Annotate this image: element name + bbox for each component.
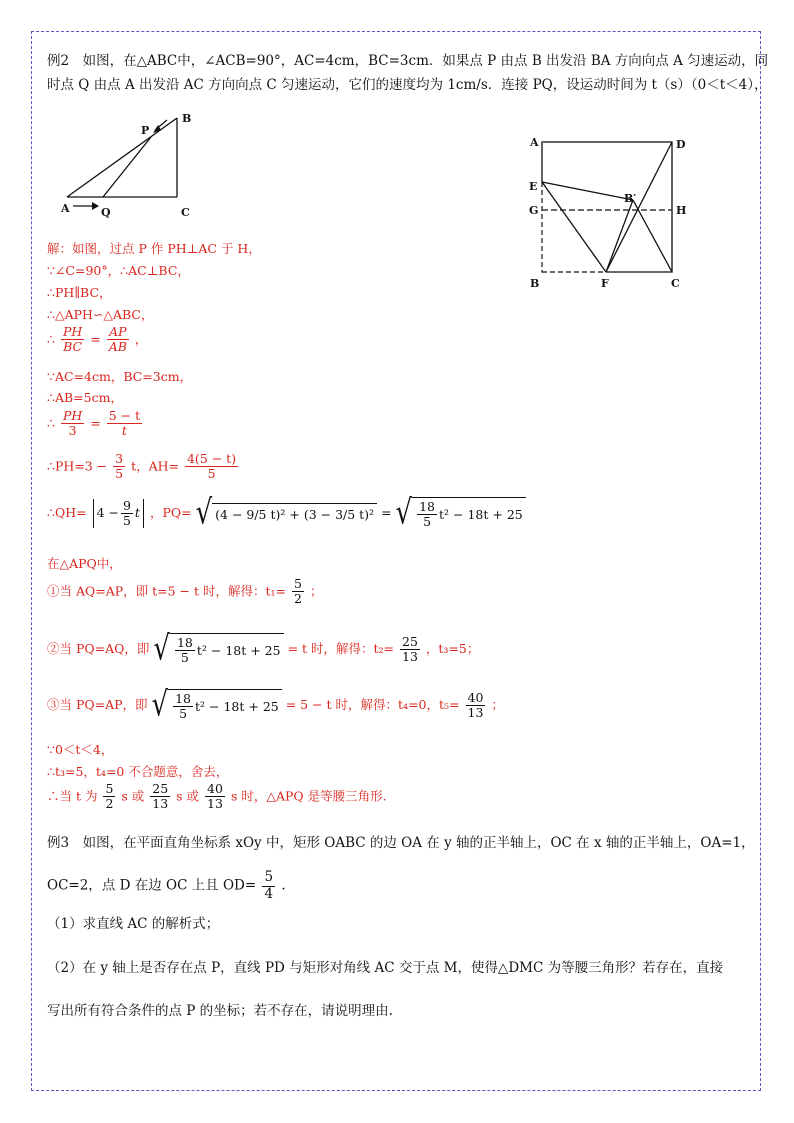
case3: ③当 PQ=AP，即 √ $\frac{18}{5}$ t² − 18t + 25 = 5 − t 时，解得：t₄=0，t₅= $\frac{40}{13}$ ； <box>47 685 504 725</box>
label-C: C <box>181 206 190 219</box>
label-H2: H <box>676 204 687 217</box>
example2-line2: 时点 Q 由点 A 出发沿 AC 方向向点 C 匀速运动，它们的速度均为 1cm/s．连接 PQ，设运动时间为 t（s）（0＜t＜4）， <box>47 77 768 93</box>
label-Q: Q <box>101 206 111 219</box>
solution-line10: ∴QH= 4 − $\frac{9}{5}$ t ，PQ= √ (4 − 9/5 t)² + (3 − 3/5 t)² = √ $\frac{18}{5}$ t² − 18t + 25 <box>47 497 526 530</box>
label-F2: F <box>601 277 609 290</box>
case1: ①当 AQ=AP，即 t=5 − t 时，解得：t₁= $\frac{5}{2}$ ； <box>47 576 323 607</box>
solution-line11: 在△APQ中， <box>47 556 122 571</box>
solution-line2: ∵∠C=90°，∴AC⊥BC， <box>47 263 190 278</box>
label-Bprime2: B′ <box>624 192 637 205</box>
label-B: B <box>182 112 192 125</box>
solution-line5: ∴ $\frac{PH}{BC}$ = $\frac{AP}{AB}$ ， <box>47 324 148 355</box>
case2: ②当 PQ=AQ，即 √ $\frac{18}{5}$ t² − 18t + 25 = t 时，解得：t₂= $\frac{25}{13}$ ，t₃=5； <box>47 629 480 669</box>
solution-line9: ∴PH=3 − $\frac{3}{5}$ t，AH= $\frac{4(5 - t)}{5}$ <box>47 451 237 482</box>
solution-line4: ∴△APH∽△ABC， <box>47 307 154 322</box>
example3-line1: 例3 如图，在平面直角坐标系 xOy 中，矩形 OABC 的边 OA 在 y 轴的正半轴上，OC 在 x 轴的正半轴上，OA=1， <box>47 835 755 851</box>
example3-question2: （2）在 y 轴上是否存在点 P，直线 PD 与矩形对角线 AC 交于点 M，使得△DMC 为等腰三角形？若存在，直接 <box>47 960 724 976</box>
discard-line: ∴t₃=5，t₄=0 不合题意，舍去， <box>47 764 229 779</box>
solution-line8: ∴ $\frac{PH}{3}$ = $\frac{5 - t}{t}$ <box>47 408 141 439</box>
example3-line2: OC=2，点 D 在边 OC 上且 OD= $\frac{5}{4}$ . <box>47 869 286 902</box>
label-C2: C <box>671 277 680 290</box>
square-fold-figure <box>525 130 695 295</box>
label-G2: G <box>529 204 539 217</box>
label-B2: B <box>530 277 540 290</box>
triangle-figure <box>55 108 205 223</box>
label-A: A <box>61 202 70 215</box>
solution-line1: 解：如图，过点 P 作 PH⊥AC 于 H， <box>47 241 261 256</box>
label-E2: E <box>529 180 538 193</box>
example3-question2-cont: 写出所有符合条件的点 P 的坐标；若不存在，请说明理由. <box>47 1003 393 1019</box>
solution-line3: ∴PH∥BC， <box>47 285 112 300</box>
label-P: P <box>141 124 150 137</box>
example3-question1: （1）求直线 AC 的解析式； <box>47 916 220 932</box>
example2-line1: 例2 如图，在△ABC中，∠ACB=90°，AC=4cm，BC=3cm．如果点 P 由点 B 出发沿 BA 方向向点 A 匀速运动，同 <box>47 53 769 69</box>
label-D2: D <box>676 138 686 151</box>
solution-line6: ∵AC=4cm，BC=3cm， <box>47 369 193 384</box>
label-A2: A <box>530 136 539 149</box>
restriction-line: ∵0＜t＜4， <box>47 742 114 757</box>
solution-line7: ∴AB=5cm， <box>47 390 123 405</box>
conclusion-line: ∴当 t 为 $\frac{5}{2}$ s 或 $\frac{25}{13}$ s 或 $\frac{40}{13}$ s 时，△APQ 是等腰三角形. <box>47 781 387 812</box>
